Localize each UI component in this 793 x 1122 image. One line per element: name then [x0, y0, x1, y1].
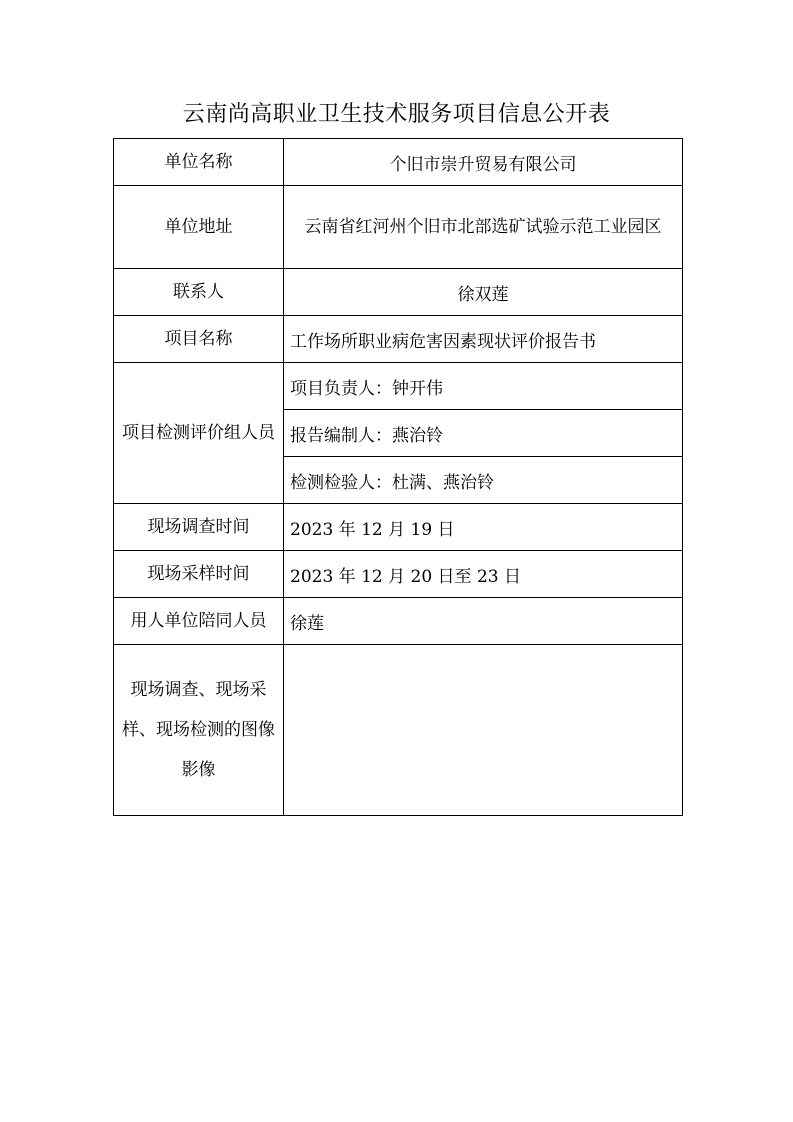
value-survey-time: 2023 年 12 月 19 日: [284, 504, 683, 551]
value-sampling-time: 2023 年 12 月 20 日至 23 日: [284, 551, 683, 598]
value-images: [284, 645, 683, 816]
info-table: [113, 138, 683, 816]
table-row-team-1: [114, 363, 683, 410]
label-unit-name: 单位名称: [114, 139, 284, 186]
value-project-name: 工作场所职业病危害因素现状评价报告书: [284, 316, 683, 363]
value-team-inspector: 检测检验人：杜满、燕治铃: [284, 457, 683, 504]
table-row-sampling-time: [114, 551, 683, 598]
label-survey-time: 现场调查时间: [114, 504, 284, 551]
value-team-leader: 项目负责人：钟开伟: [284, 363, 683, 410]
table-row-contact: [114, 269, 683, 316]
table-row-images: [114, 645, 683, 816]
value-contact: 徐双莲: [284, 269, 683, 316]
value-unit-address: 云南省红河州个旧市北部选矿试验示范工业园区: [284, 186, 683, 269]
label-unit-address: 单位地址: [114, 186, 284, 269]
table-row-unit-address: [114, 186, 683, 269]
table-row-project-name: [114, 316, 683, 363]
label-project-name: 项目名称: [114, 316, 284, 363]
value-unit-name: 个旧市崇升贸易有限公司: [284, 139, 683, 186]
label-images: 现场调查、现场采样、现场检测的图像影像: [114, 645, 284, 816]
table-row-accompany: [114, 598, 683, 645]
page-title: 云南尚高职业卫生技术服务项目信息公开表: [182, 102, 611, 127]
value-accompany: 徐莲: [284, 598, 683, 645]
table-row-unit-name: [114, 139, 683, 186]
value-team-writer: 报告编制人：燕治铃: [284, 410, 683, 457]
label-contact: 联系人: [114, 269, 284, 316]
label-accompany: 用人单位陪同人员: [114, 598, 284, 645]
label-team: 项目检测评价组人员: [114, 363, 284, 504]
label-sampling-time: 现场采样时间: [114, 551, 284, 598]
table-row-survey-time: [114, 504, 683, 551]
